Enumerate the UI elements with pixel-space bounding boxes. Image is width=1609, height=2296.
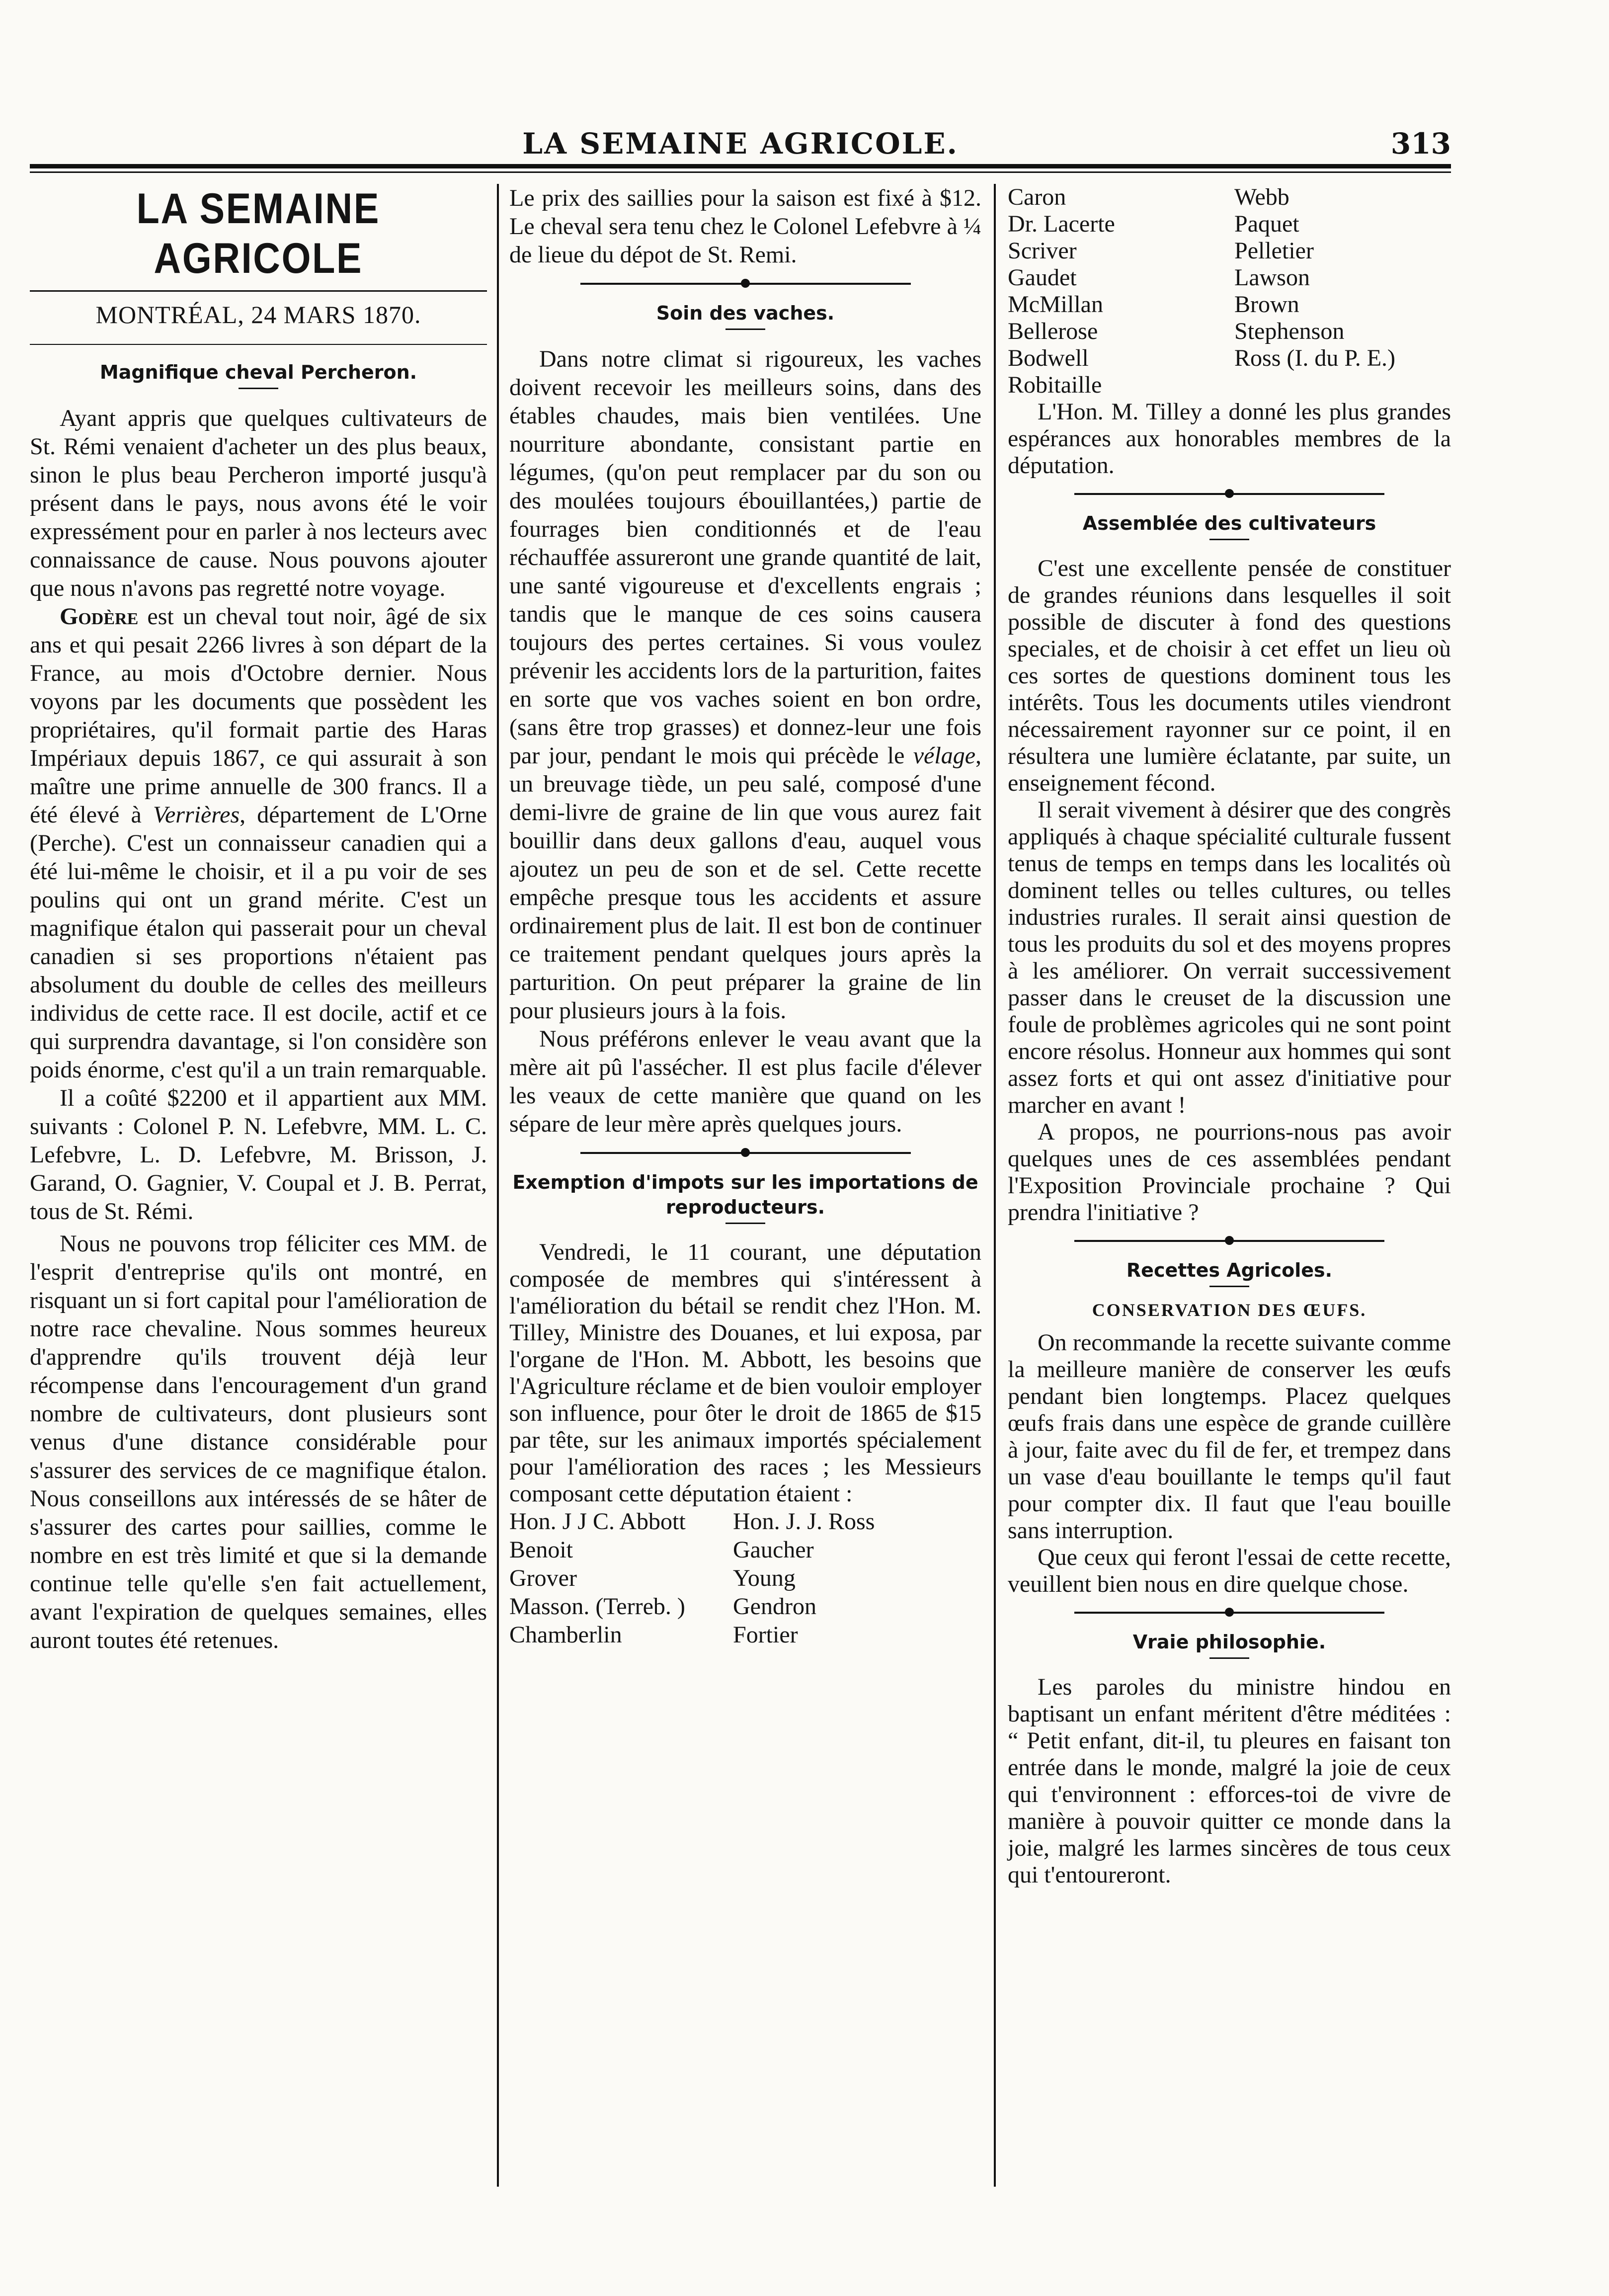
column-divider [497, 184, 499, 2187]
heading-dash [725, 328, 765, 330]
article-heading: Magnifique cheval Percheron. [99, 361, 417, 383]
article-heading: Soin des vaches. [656, 302, 835, 324]
article-heading: Assemblée des cultivateurs [1082, 512, 1376, 534]
section-separator [1008, 1605, 1451, 1620]
heading-dash [725, 1223, 765, 1224]
emphasis: vélage [913, 742, 975, 769]
sub-heading: CONSERVATION DES ŒUFS. [1092, 1300, 1367, 1320]
section-separator [1008, 1233, 1451, 1248]
delegate-name: Bellerose [1008, 318, 1098, 344]
delegate-name: Young [733, 1565, 796, 1591]
running-title: LA SEMAINE AGRICOLE. [522, 127, 959, 161]
page-header [30, 127, 1451, 162]
header-rule [30, 164, 1451, 168]
delegate-name: Webb [1234, 184, 1289, 210]
delegate-name [1234, 372, 1451, 399]
column-divider [994, 184, 996, 2187]
delegate-name: Paquet [1234, 211, 1299, 237]
masthead-rule [30, 344, 487, 345]
paragraph: Ayant appris que quelques cultivateurs de St. Rémi venaient d'acheter un des plus beaux, sinon le plus beau Percheron importé jusqu'à présent dans le pays, nous avons été le voir expressément pour en parler à nos lecteurs avec connaissance de cause. Nous pouvons ajouter que nous n'avons pas regretté notre voyage. [30, 405, 487, 601]
text-run: Dans notre climat si rigoureux, les vaches doivent recevoir les meilleurs soins, dans des étables chaudes, mais bien ventilées. Une nourriture abondante, consistant partie en légumes, (qu'on peut remplacer par du son ou des moulées toujours ébouillantées,) partie de fourrages bien conditionnés et de l'eau réchauffée assureront une grande quantité de lait, une santé vigoureuse et d'excellents engrais ; tandis que le manque de ces soins causera toujours des pertes certaines. Si vous voulez prévenir les accidents lors de la parturition, faites en sorte que vos vaches soient en bon ordre, (sans être trop grasses) et donnez-leur une fois par jour, pendant le mois qui précède le [509, 346, 981, 769]
delegation-list [1008, 184, 1451, 399]
masthead-rule [30, 290, 487, 292]
delegate-name: Scriver [1008, 238, 1077, 264]
delegate-name: McMillan [1008, 291, 1103, 318]
delegate-name: Robitaille [1008, 372, 1102, 398]
paragraph: Vendredi, le 11 courant, une députation composée de membres qui s'intéressent à l'amélioration du bétail se rendit chez l'Hon. M. Tilley, Ministre des Douanes, et lui exposa, par l'organe de l'Hon. M. Abbott, les besoins que l'Agriculture réclame et de bien vouloir employer son influence, pour ôter le droit de 1865 de $15 par tête, sur les animaux importés spécialement pour l'amélioration des races ; les Messieurs composant cette députation étaient : [509, 1239, 981, 1507]
column-3 [1008, 184, 1451, 1888]
delegate-name: Gaudet [1008, 264, 1077, 291]
paragraph: Il serait vivement à désirer que des congrès appliqués à chaque spécialité culturale fussent tenus de temps en temps dans les localités où dominent telles ou telles cultures, ou telles industries rurales. Il serait ainsi question de tous les produits du sol et des moyens propres à les améliorer. On verrait successivement passer dans le creuset de la discussion une foule de problèmes agricoles qui ne sont point encore résolus. Honneur aux hommes qui sont assez forts et qui ont assez d'initiative pour marcher en avant ! [1008, 797, 1451, 1118]
paragraph: Nous ne pouvons trop féliciter ces MM. de l'esprit d'entreprise qu'ils ont montré, en risquant un si fort capital pour l'amélioration de notre race chevaline. Nous sommes heureux d'apprendre qu'ils trouvent déjà leur récompense dans l'encouragement d'un grand nombre de cultivateurs, dont plusieurs sont venus d'une distance considérable pour s'assurer des services de ce magnifique étalon. Nous conseillons aux intéressés de se hâter de s'assurer des cartes pour saillies, comme le nombre en est très limité et que si la demande continue telle qu'elle s'en fait actuellement, avant l'expiration de quelques semaines, elles auront toutes été retenues. [30, 1230, 487, 1653]
paragraph: Les paroles du ministre hindou en baptisant un enfant méritent d'être méditées : “ Petit enfant, dit-il, tu pleures en faisant ton entrée dans le monde, malgré la joie de ceux qui t'environnent : efforces-toi de vivre de manière à pouvoir quitter ce monde dans la joie, malgré les larmes sincères de tous ceux qui t'entoureront. [1008, 1674, 1451, 1888]
delegate-name: Fortier [733, 1622, 798, 1648]
text-run: , département de L'Orne (Perche). C'est un connaisseur canadien qui a été lui-même le choisir, et il a pu voir de ses poulins qui ont un grand mérite. C'est un magnifique étalon qui passerait pour un cheval canadien si ses proportions n'étaient pas absolument du double de celles des meilleurs individus de cette race. Il est docile, actif et ce qui surprendra davantage, si l'on considère son poids énorme, c'est qu'il a un train remarquable. [30, 802, 487, 1083]
heading-dash [1209, 1657, 1249, 1659]
heading-dash [239, 388, 278, 389]
paragraph: Le prix des saillies pour la saison est fixé à $12. Le cheval sera tenu chez le Colonel Lefebvre à ¼ de lieue du dépot de St. Remi. [509, 185, 981, 268]
delegate-name: Caron [1008, 184, 1066, 210]
page-number: 313 [1390, 127, 1451, 161]
delegate-name: Lawson [1234, 264, 1310, 291]
paragraph: L'Hon. M. Tilley a donné les plus grandes espérances aux honorables membres de la députation. [1008, 399, 1451, 479]
place-name: Verrières [153, 802, 240, 828]
section-separator [1008, 486, 1451, 501]
paragraph: Que ceux qui feront l'essai de cette recette, veuillent bien nous en dire quelque chose. [1008, 1544, 1451, 1597]
delegate-name: Brown [1234, 291, 1299, 318]
section-separator [509, 1145, 981, 1160]
delegate-name: Hon. J J C. Abbott [509, 1508, 686, 1535]
column-2 [509, 184, 981, 1649]
paragraph: On recommande la recette suivante comme la meilleure manière de conserver les œufs pendant bien longtemps. Placez quelques œufs frais dans une espèce de grande cuillère à jour, faite avec du fil de fer, et trempez dans un vase d'eau bouillante le temps qu'il faut pour compter dix. Il faut que l'eau bouille sans interruption. [1008, 1329, 1451, 1544]
delegate-name: Dr. Lacerte [1008, 211, 1115, 237]
paragraph: Il a coûté $2200 et il appartient aux MM. suivants : Colonel P. N. Lefebvre, MM. L. C. Lefebvre, L. D. Lefebvre, M. Brisson, J. Garand, O. Gagnier, V. Coupal et J. B. Perrat, tous de St. Rémi. [30, 1085, 487, 1225]
delegation-list [509, 1507, 981, 1649]
heading-dash [1209, 539, 1249, 540]
delegate-name: Chamberlin [509, 1622, 622, 1648]
header-rule-thin [30, 171, 1451, 173]
paragraph [30, 602, 487, 1084]
section-separator [509, 276, 981, 291]
article-heading: Vraie philosophie. [1132, 1631, 1326, 1653]
delegate-name: Pelletier [1234, 238, 1314, 264]
heading-dash [1209, 1286, 1249, 1287]
delegate-name: Masson. (Terreb. ) [509, 1593, 685, 1620]
article-heading: Exemption d'impots sur les importations de reproducteurs. [512, 1171, 978, 1218]
delegate-name: Gaucher [733, 1537, 814, 1563]
dateline: MONTRÉAL, 24 MARS 1870. [95, 301, 421, 328]
masthead-title: LA SEMAINE AGRICOLE [136, 185, 380, 282]
column-1 [30, 184, 487, 1654]
text-run: , un breuvage tiède, un peu salé, composé d'une demi-livre de graine de lin que vous aurez fait bouillir dans deux gallons d'eau, auquel vous ajoutez un peu de son et de sel. Cette recette empêche presque tous les accidents et assure ordinairement plus de lait. Il est bon de continuer ce traitement pendant quelques jours après la parturition. On peut préparer la graine de lin pour plusieurs jours à la fois. [509, 742, 981, 1024]
delegate-name: Bodwell [1008, 345, 1089, 371]
paragraph: A propos, ne pourrions-nous pas avoir quelques unes de ces assemblées pendant l'Exposition Provinciale prochaine ? Qui prendra l'initiative ? [1008, 1119, 1451, 1226]
text-run: est un cheval tout noir, âgé de six ans et qui pesait 2266 livres à son départ de la France, au mois d'Octobre dernier. Nous voyons par les documents que possèdent les propriétaires, qu'il formait partie des Haras Impériaux depuis 1867, ce qui assurait à son maître une prime annuelle de 300 francs. Il a été élevé à [30, 603, 487, 828]
paragraph: C'est une excellente pensée de constituer de grandes réunions dans lesquelles il soit possible de discuter à fond des questions speciales, et de choisir à cet effet un lieu où ces sortes de questions dominent tous les intérêts. Tous les documents utiles viendront nécessairement rayonner sur ce point, il en résultera une lumière éclatante, par suite, un enseignement fécond. [1008, 555, 1451, 796]
delegate-name: Gendron [733, 1593, 816, 1620]
article-heading: Recettes Agricoles. [1126, 1259, 1333, 1281]
delegate-name: Ross (I. du P. E.) [1234, 345, 1396, 371]
paragraph [509, 345, 981, 1025]
delegate-name: Stephenson [1234, 318, 1345, 344]
delegate-name: Grover [509, 1565, 577, 1591]
delegate-name: Benoit [509, 1537, 573, 1563]
horse-name: Godère [60, 603, 139, 630]
paragraph: Nous préférons enlever le veau avant que la mère ait pû l'assécher. Il est plus facile d'élever les veaux de cette manière que quand on les sépare de leur mère après quelques jours. [509, 1026, 981, 1137]
delegate-name: Hon. J. J. Ross [733, 1508, 875, 1535]
